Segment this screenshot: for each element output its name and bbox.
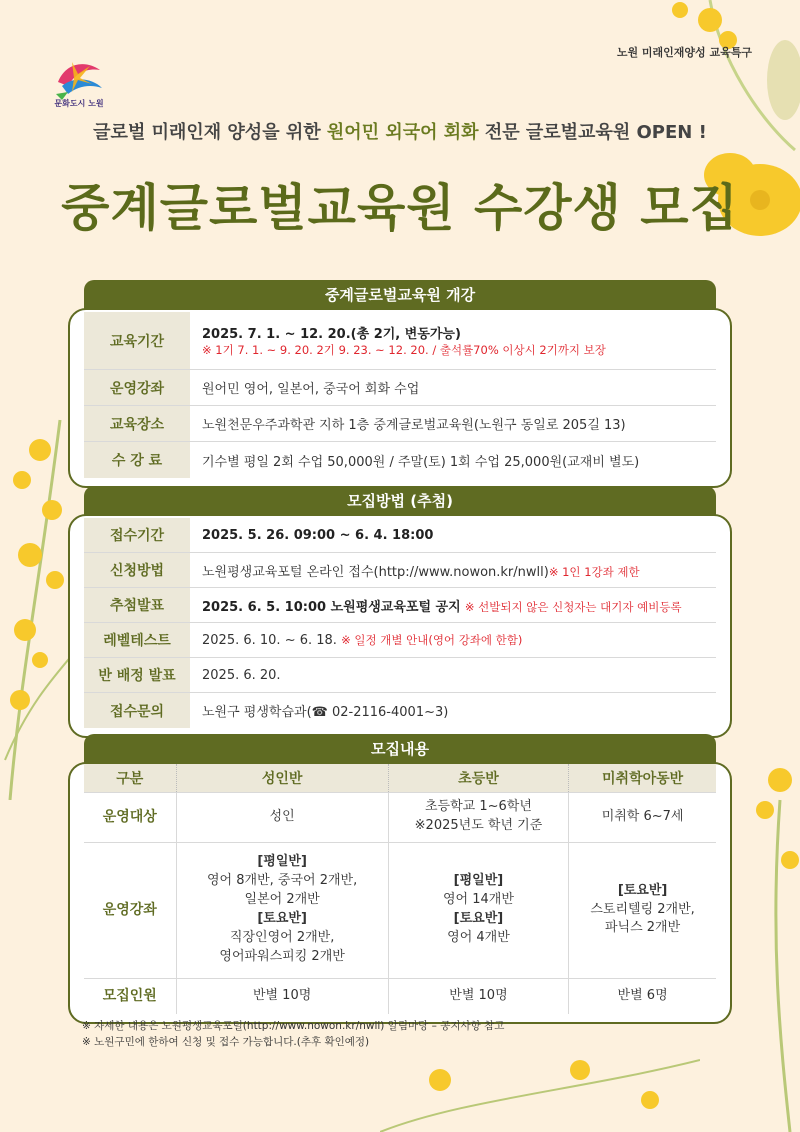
row-value: 노원천문우주과학관 지하 1층 중계글로벌교육원(노원구 동일로 205길 13) — [202, 418, 626, 433]
svg-text:문화도시 노원: 문화도시 노원 — [54, 99, 104, 108]
row-value — [190, 553, 716, 587]
row-label: 교육기간 — [84, 312, 190, 369]
section-heading: 중계글로벌교육원 개강 — [84, 280, 716, 310]
row-label: 추첨발표 — [84, 588, 190, 622]
column-header: 구분 — [84, 764, 176, 792]
row-value: 노원구 평생학습과(☎ 02-2116-4001~3) — [202, 705, 449, 720]
footnote: ※ 노원구민에 한하여 신청 및 접수 가능합니다.(추후 확인예정) — [82, 1036, 370, 1048]
row-header: 운영대상 — [84, 792, 176, 842]
page-subtitle — [0, 118, 800, 144]
info-row-location — [84, 406, 716, 442]
table-cell — [176, 842, 388, 978]
table-cell: 미취학 6~7세 — [569, 792, 716, 842]
course-heading: [토요반] — [617, 882, 668, 898]
table-cell — [388, 842, 568, 978]
course-line: 직장인영어 2개반, — [229, 929, 335, 945]
period-note: ※ 1기 7. 1. ~ 9. 20. 2기 9. 23. ~ 12. 20. / 출석률70% 이상시 2기까지 보장 — [202, 343, 606, 357]
course-heading: [평일반] — [257, 854, 307, 870]
column-header: 성인반 — [176, 764, 388, 792]
course-line: 영어 14개반 — [443, 892, 514, 908]
subtitle-pre: 글로벌 미래인재 양성을 위한 — [93, 122, 321, 143]
nowon-logo — [48, 52, 110, 108]
page-title: 중계글로벌교육원 수강생 모집 — [61, 179, 739, 237]
elem-target-note: ※2025년도 학년 기준 — [414, 818, 543, 833]
course-line: 일본어 2개반 — [244, 892, 320, 908]
footnote: ※ 자세한 내용은 노원평생교육포털(http://www.nowon.kr/nwll) 알림마당 – 공지사항 참고 — [82, 1020, 505, 1032]
subtitle-post: 전문 글로벌교육원 OPEN ! — [484, 122, 707, 143]
row-value: 기수별 평일 2회 수업 50,000원 / 주말(토) 1회 수업 25,000원(교재비 별도) — [202, 454, 640, 470]
row-value — [190, 518, 716, 552]
table-row — [84, 842, 716, 978]
row-label: 수 강 료 — [84, 442, 190, 478]
row-label: 접수기간 — [84, 518, 190, 552]
info-row-level-test — [84, 623, 716, 658]
apply-method-value: 노원평생교육포털 온라인 접수(http://www.nowon.kr/nwll) — [202, 564, 549, 580]
section-opening — [68, 280, 732, 488]
table-cell — [388, 792, 568, 842]
course-heading: [평일반] — [453, 873, 504, 889]
level-test-value: 2025. 6. 10. ~ 6. 18. — [202, 633, 337, 648]
course-heading: [토요반] — [453, 911, 504, 926]
course-line: 파닉스 2개반 — [604, 920, 681, 936]
table-cell — [569, 842, 716, 978]
column-header: 초등반 — [388, 764, 568, 792]
section-heading: 모집내용 — [84, 734, 716, 764]
section-frame — [68, 762, 732, 1024]
level-test-note: ※ 일정 개별 안내(영어 강좌에 한함) — [341, 633, 523, 647]
table-cell: 반별 10명 — [176, 978, 388, 1014]
info-row-class-assign — [84, 658, 716, 693]
row-label: 접수문의 — [84, 693, 190, 728]
recruitment-table — [84, 764, 716, 1014]
section-frame — [68, 514, 732, 738]
table-cell: 반별 10명 — [388, 978, 568, 1014]
course-heading: [토요반] — [257, 911, 307, 926]
table-cell: 성인 — [176, 792, 388, 842]
row-header: 모집인원 — [84, 978, 176, 1014]
row-label: 신청방법 — [84, 553, 190, 587]
section-heading: 모집방법 (추첨) — [84, 486, 716, 516]
table-row — [84, 792, 716, 842]
table-row — [84, 978, 716, 1014]
draw-result-note: ※ 선발되지 않은 신청자는 대기자 예비등록 — [464, 599, 682, 614]
info-row-apply-period — [84, 518, 716, 553]
course-line: 영어파워스피킹 2개반 — [219, 948, 345, 964]
info-row-fee — [84, 442, 716, 478]
section-application — [68, 486, 732, 738]
info-row-apply-method — [84, 553, 716, 588]
row-label: 운영강좌 — [84, 370, 190, 405]
elem-target-line: 초등학교 1~6학년 — [425, 799, 532, 815]
column-header: 미취학아동반 — [569, 764, 716, 792]
info-row-draw-result — [84, 588, 716, 623]
course-line: 영어 8개반, 중국어 2개반, — [207, 873, 358, 889]
course-line: 영어 4개반 — [447, 929, 510, 945]
row-value — [190, 588, 716, 622]
row-label: 반 배정 발표 — [84, 658, 190, 692]
row-value — [190, 312, 716, 369]
apply-method-note: ※ 1인 1강좌 제한 — [548, 564, 640, 579]
row-label: 레벨테스트 — [84, 623, 190, 657]
period-value: 2025. 7. 1. ~ 12. 20.(총 2기, 변동가능) — [202, 327, 461, 342]
flower-decoration-bottom — [380, 1050, 700, 1132]
table-header-row — [84, 764, 716, 792]
row-value: 2025. 6. 20. — [202, 667, 281, 683]
course-line: 스토리텔링 2개반, — [590, 901, 695, 917]
info-row-courses — [84, 370, 716, 406]
section-frame — [68, 308, 732, 488]
subtitle-highlight: 원어민 외국어 회화 — [326, 122, 479, 143]
flower-decoration-bottom-right — [720, 740, 800, 1132]
info-row-period — [84, 312, 716, 370]
info-row-inquiry — [84, 693, 716, 728]
row-value: 원어민 영어, 일본어, 중국어 회화 수업 — [202, 382, 420, 397]
section-recruitment — [68, 734, 732, 1024]
row-header: 운영강좌 — [84, 842, 176, 978]
district-tagline: 노원 미래인재양성 교육특구 — [616, 46, 752, 59]
row-label: 교육장소 — [84, 406, 190, 441]
table-cell: 반별 6명 — [569, 978, 716, 1014]
row-value — [190, 623, 716, 657]
draw-result-value: 2025. 6. 5. 10:00 노원평생교육포털 공지 — [202, 599, 461, 615]
apply-period-value: 2025. 5. 26. 09:00 ~ 6. 4. 18:00 — [202, 527, 434, 543]
